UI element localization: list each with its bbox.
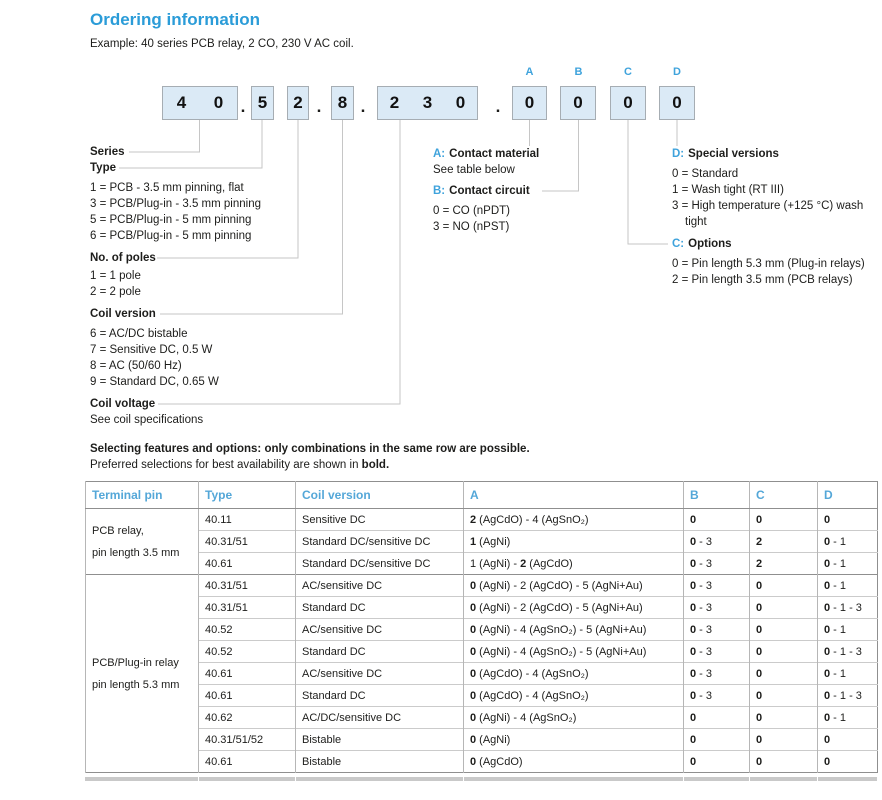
col-d-cell: 0 — [818, 751, 878, 773]
coil-version-cell: Sensitive DC — [296, 509, 464, 531]
legend-coil-version-option: 7 = Sensitive DC, 0.5 W — [90, 344, 213, 356]
legend-coil-voltage-heading: Coil voltage — [90, 398, 156, 410]
table-row — [86, 531, 878, 553]
table-header-type: Type — [199, 482, 296, 509]
pn-box-coil-version: 8 — [331, 86, 354, 120]
legend-coil-version-heading: Coil version — [90, 308, 156, 320]
col-c-cell: 0 — [750, 575, 818, 597]
table-header-row — [86, 482, 878, 509]
type-cell: 40.31/51/52 — [199, 729, 296, 751]
col-d-cell: 0 - 1 — [818, 531, 878, 553]
col-b-cell: 0 - 3 — [684, 575, 750, 597]
pn-box-series: 4 0 — [162, 86, 238, 120]
legend-b-option: 0 = CO (nPDT) — [433, 205, 511, 217]
col-d-cell: 0 - 1 — [818, 663, 878, 685]
col-c-cell: 2 — [750, 553, 818, 575]
table-header-a: A — [464, 482, 684, 509]
col-a-cell: 0 (AgNi) - 4 (AgSnO₂) - 5 (AgNi+Au) — [464, 641, 684, 663]
col-a-cell: 0 (AgCdO) - 4 (AgSnO₂) — [464, 685, 684, 707]
col-a-cell: 0 (AgCdO) - 4 (AgSnO₂) — [464, 663, 684, 685]
legend-coil-version-option: 9 = Standard DC, 0.65 W — [90, 376, 219, 388]
slot-label-d: D — [673, 66, 681, 78]
pn-separator-dot: . — [495, 97, 501, 116]
coil-version-cell: Standard DC — [296, 641, 464, 663]
table-row — [86, 619, 878, 641]
pn-box-type: 5 — [251, 86, 274, 120]
type-cell: 40.52 — [199, 641, 296, 663]
coil-version-cell: AC/DC/sensitive DC — [296, 707, 464, 729]
selection-table — [85, 481, 878, 773]
slot-label-c: C — [624, 66, 632, 78]
coil-version-cell: AC/sensitive DC — [296, 575, 464, 597]
selection-note-line1: Selecting features and options: only combinations in the same row are possible. — [90, 443, 530, 455]
table-header-coil-version: Coil version — [296, 482, 464, 509]
legend-poles-heading: No. of poles — [90, 252, 156, 264]
col-b-cell: 0 — [684, 509, 750, 531]
col-c-cell: 0 — [750, 707, 818, 729]
type-cell: 40.61 — [199, 553, 296, 575]
col-b-cell: 0 - 3 — [684, 663, 750, 685]
slot-label-a: A — [525, 66, 534, 78]
legend-type-option: 3 = PCB/Plug-in - 3.5 mm pinning — [90, 198, 261, 210]
bottom-strip — [85, 777, 877, 781]
col-c-cell: 0 — [750, 597, 818, 619]
table-row — [86, 575, 878, 597]
coil-version-cell: AC/sensitive DC — [296, 619, 464, 641]
col-d-cell: 0 — [818, 729, 878, 751]
legend-middle-column — [433, 146, 633, 235]
col-a-cell: 1 (AgNi) — [464, 531, 684, 553]
type-cell: 40.31/51 — [199, 531, 296, 553]
legend-d-heading: D: Special versions — [672, 148, 779, 160]
col-c-cell: 2 — [750, 531, 818, 553]
legend-c-option: 2 = Pin length 3.5 mm (PCB relays) — [672, 274, 853, 286]
legend-d-option: 3 = High temperature (+125 °C) wash — [672, 200, 864, 212]
col-a-cell: 0 (AgNi) - 2 (AgCdO) - 5 (AgNi+Au) — [464, 597, 684, 619]
col-b-cell: 0 — [684, 729, 750, 751]
legend-type-option: 6 = PCB/Plug-in - 5 mm pinning — [90, 230, 252, 242]
coil-version-cell: AC/sensitive DC — [296, 663, 464, 685]
type-cell: 40.11 — [199, 509, 296, 531]
legend-coil-voltage-option: See coil specifications — [90, 414, 204, 426]
page-title: Ordering information — [90, 10, 260, 29]
col-b-cell: 0 — [684, 751, 750, 773]
col-b-cell: 0 - 3 — [684, 531, 750, 553]
table-header-c: C — [750, 482, 818, 509]
legend-c-option: 0 = Pin length 5.3 mm (Plug-in relays) — [672, 258, 865, 270]
col-a-cell: 0 (AgCdO) — [464, 751, 684, 773]
col-a-cell: 2 (AgCdO) - 4 (AgSnO₂) — [464, 509, 684, 531]
col-b-cell: 0 — [684, 707, 750, 729]
type-cell: 40.61 — [199, 663, 296, 685]
col-c-cell: 0 — [750, 509, 818, 531]
legend-right-column — [672, 146, 882, 288]
legend-left-column — [90, 144, 420, 428]
col-d-cell: 0 - 1 — [818, 575, 878, 597]
pn-separator-dot: . — [316, 97, 322, 116]
table-header-b: B — [684, 482, 750, 509]
col-b-cell: 0 - 3 — [684, 619, 750, 641]
col-c-cell: 0 — [750, 663, 818, 685]
terminal-pin-cell: PCB relay, pin length 3.5 mm — [86, 509, 199, 575]
table-row — [86, 707, 878, 729]
col-c-cell: 0 — [750, 619, 818, 641]
legend-series-heading: Series — [90, 146, 125, 158]
table-row — [86, 641, 878, 663]
table-header-terminal-pin: Terminal pin — [86, 482, 199, 509]
table-row — [86, 553, 878, 575]
col-d-cell: 0 - 1 - 3 — [818, 597, 878, 619]
col-a-cell: 1 (AgNi) - 2 (AgCdO) — [464, 553, 684, 575]
col-d-cell: 0 - 1 - 3 — [818, 685, 878, 707]
col-a-cell: 0 (AgNi) - 4 (AgSnO₂) - 5 (AgNi+Au) — [464, 619, 684, 641]
table-row — [86, 597, 878, 619]
legend-coil-version-option: 6 = AC/DC bistable — [90, 328, 188, 340]
col-d-cell: 0 - 1 — [818, 553, 878, 575]
legend-d-option: 1 = Wash tight (RT III) — [672, 184, 784, 196]
col-d-cell: 0 — [818, 509, 878, 531]
col-b-cell: 0 - 3 — [684, 641, 750, 663]
table-row — [86, 685, 878, 707]
pn-box-a: 0 — [512, 86, 547, 120]
coil-version-cell: Bistable — [296, 729, 464, 751]
legend-d-option-continued: tight — [685, 216, 707, 228]
coil-version-cell: Bistable — [296, 751, 464, 773]
type-cell: 40.52 — [199, 619, 296, 641]
col-d-cell: 0 - 1 - 3 — [818, 641, 878, 663]
coil-version-cell: Standard DC/sensitive DC — [296, 553, 464, 575]
legend-poles-option: 2 = 2 pole — [90, 286, 141, 298]
table-header-d: D — [818, 482, 878, 509]
legend-d-prefix: D: — [672, 148, 685, 160]
type-cell: 40.61 — [199, 685, 296, 707]
col-c-cell: 0 — [750, 729, 818, 751]
terminal-pin-cell: PCB/Plug-in relay pin length 5.3 mm — [86, 575, 199, 773]
selection-note — [90, 441, 530, 473]
legend-c-prefix: C: — [672, 238, 685, 250]
pn-box-poles: 2 — [287, 86, 309, 120]
legend-c-heading: C: Options — [672, 238, 732, 250]
col-b-cell: 0 - 3 — [684, 685, 750, 707]
table-row — [86, 509, 878, 531]
legend-poles-option: 1 = 1 pole — [90, 270, 141, 282]
legend-d-option: 0 = Standard — [672, 168, 739, 180]
legend-a-heading: A: Contact material — [433, 148, 540, 160]
coil-version-cell: Standard DC/sensitive DC — [296, 531, 464, 553]
legend-type-heading: Type — [90, 162, 116, 174]
pn-box-d: 0 — [659, 86, 695, 120]
coil-version-cell: Standard DC — [296, 685, 464, 707]
coil-version-cell: Standard DC — [296, 597, 464, 619]
pn-box-coil-voltage: 2 3 0 — [377, 86, 478, 120]
table-row — [86, 751, 878, 773]
legend-a-option: See table below — [433, 164, 515, 176]
col-c-cell: 0 — [750, 751, 818, 773]
type-cell: 40.62 — [199, 707, 296, 729]
col-a-cell: 0 (AgNi) - 4 (AgSnO₂) — [464, 707, 684, 729]
legend-b-prefix: B: — [433, 185, 446, 197]
legend-b-heading: B: Contact circuit — [433, 185, 530, 197]
col-a-cell: 0 (AgNi) - 2 (AgCdO) - 5 (AgNi+Au) — [464, 575, 684, 597]
pn-separator-dot: . — [240, 97, 246, 116]
col-d-cell: 0 - 1 — [818, 619, 878, 641]
slot-label-b: B — [574, 66, 583, 78]
pn-box-c: 0 — [610, 86, 646, 120]
type-cell: 40.31/51 — [199, 575, 296, 597]
type-cell: 40.31/51 — [199, 597, 296, 619]
col-d-cell: 0 - 1 — [818, 707, 878, 729]
pn-separator-dot: . — [360, 97, 366, 116]
table-row — [86, 729, 878, 751]
legend-coil-version-option: 8 = AC (50/60 Hz) — [90, 360, 182, 372]
col-b-cell: 0 - 3 — [684, 553, 750, 575]
table-row — [86, 663, 878, 685]
col-a-cell: 0 (AgNi) — [464, 729, 684, 751]
selection-note-line2: Preferred selections for best availability are shown in bold. — [90, 459, 390, 471]
legend-type-option: 1 = PCB - 3.5 mm pinning, flat — [90, 182, 244, 194]
example-text: Example: 40 series PCB relay, 2 CO, 230 V AC coil. — [90, 38, 354, 50]
col-c-cell: 0 — [750, 685, 818, 707]
legend-a-prefix: A: — [433, 148, 446, 160]
type-cell: 40.61 — [199, 751, 296, 773]
legend-b-option: 3 = NO (nPST) — [433, 221, 510, 233]
col-b-cell: 0 - 3 — [684, 597, 750, 619]
legend-type-option: 5 = PCB/Plug-in - 5 mm pinning — [90, 214, 252, 226]
col-c-cell: 0 — [750, 641, 818, 663]
pn-box-b: 0 — [560, 86, 596, 120]
